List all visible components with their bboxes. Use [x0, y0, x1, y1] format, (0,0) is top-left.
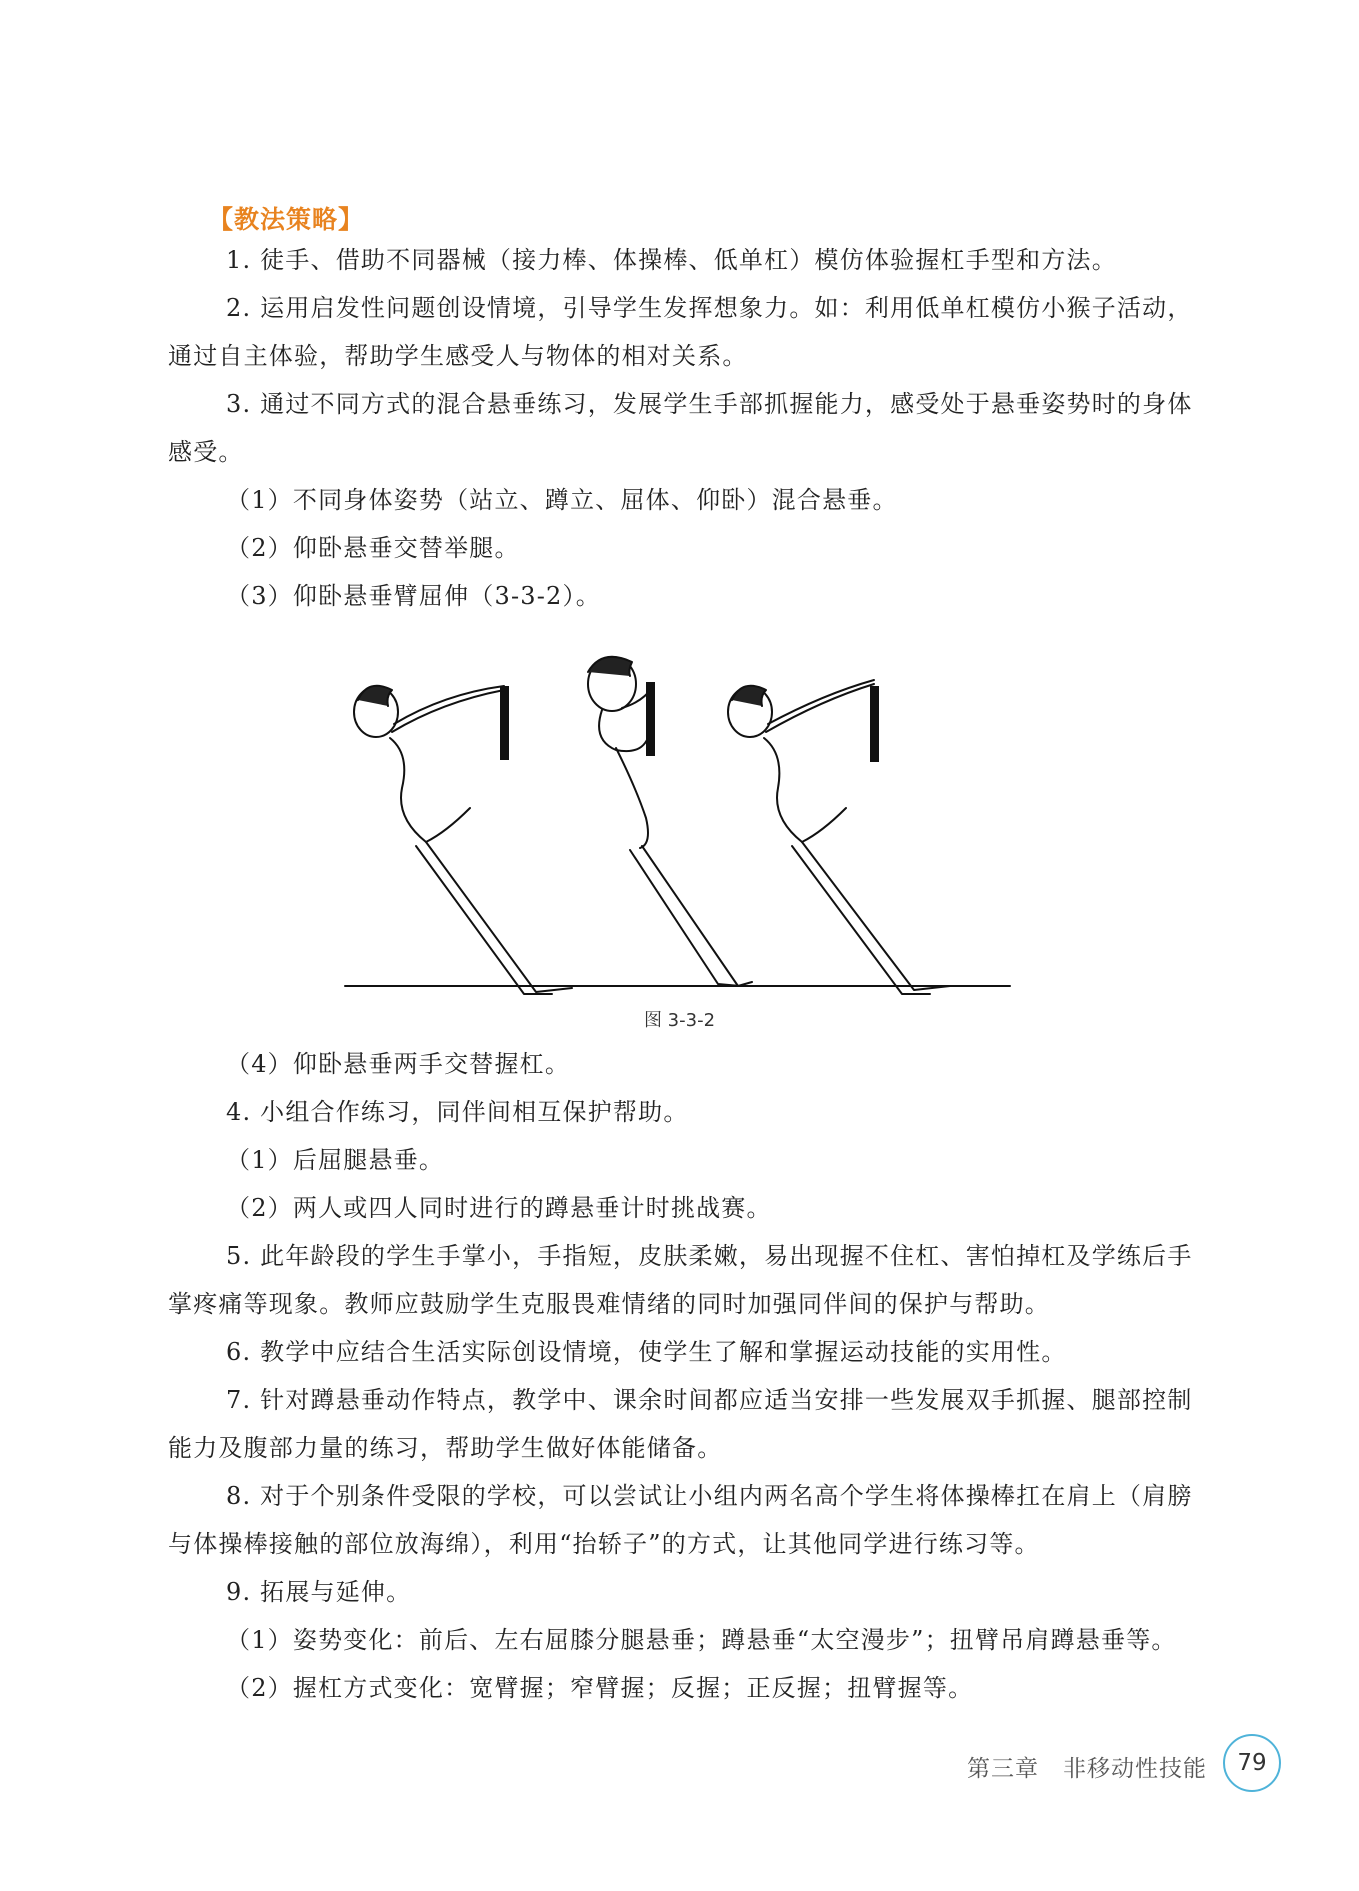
figure-caption: 图 3-3-2: [643, 1010, 716, 1031]
paragraph-7: 7. 针对蹲悬垂动作特点，教学中、课余时间都应适当安排一些发展双手抓握、腿部控制能力及腹部力量的练习，帮助学生做好体能储备。: [168, 1386, 1193, 1462]
paragraph-9: 9. 拓展与延伸。: [226, 1578, 412, 1606]
paragraph-9-2: （2）握杠方式变化：宽臂握；窄臂握；反握；正反握；扭臂握等。: [226, 1674, 974, 1702]
paragraph-1: 1. 徒手、借助不同器械（接力棒、体操棒、低单杠）模仿体验握杠手型和方法。: [226, 246, 1117, 274]
paragraph-6: 6. 教学中应结合生活实际创设情境，使学生了解和掌握运动技能的实用性。: [226, 1338, 1067, 1366]
paragraph-2: 2. 运用启发性问题创设情境，引导学生发挥想象力。如：利用低单杠模仿小猴子活动，通过自主体验，帮助学生感受人与物体的相对关系。: [168, 294, 1193, 370]
paragraph-3: 3. 通过不同方式的混合悬垂练习，发展学生手部抓握能力，感受处于悬垂姿势时的身体感受。: [168, 390, 1193, 466]
page-number: 79: [1237, 1750, 1267, 1776]
bar-1: [500, 686, 509, 760]
paragraph-9-1: （1）姿势变化：前后、左右屈膝分腿悬垂；蹲悬垂“太空漫步”；扭臂吊肩蹲悬垂等。: [226, 1626, 1177, 1654]
child-figure-3: [728, 680, 950, 994]
paragraph-4-1: （1）后屈腿悬垂。: [226, 1146, 445, 1174]
page-number-badge: [1223, 1734, 1281, 1792]
paragraph-4-2: （2）两人或四人同时进行的蹲悬垂计时挑战赛。: [226, 1194, 772, 1222]
bar-3: [870, 686, 879, 762]
paragraph-5: 5. 此年龄段的学生手掌小，手指短，皮肤柔嫩，易出现握不住杠、害怕掉杠及学练后手掌疼痛等现象。教师应鼓励学生克服畏难情绪的同时加强同伴间的保护与帮助。: [168, 1242, 1193, 1318]
paragraph-3-3: （3）仰卧悬垂臂屈伸（3-3-2）。: [226, 582, 601, 610]
paragraph-3-1: （1）不同身体姿势（站立、蹲立、屈体、仰卧）混合悬垂。: [226, 486, 898, 514]
paragraph-3-2: （2）仰卧悬垂交替举腿。: [226, 534, 520, 562]
paragraph-8: 8. 对于个别条件受限的学校，可以尝试让小组内两名高个学生将体操棒扛在肩上（肩膀与体操棒接触的部位放海绵），利用“抬轿子”的方式，让其他同学进行练习等。: [168, 1482, 1193, 1558]
child-figure-1: [354, 686, 572, 994]
section-heading: 【教法策略】: [208, 205, 365, 234]
chapter-footer: 第三章 非移动性技能: [967, 1756, 1207, 1782]
hanging-exercise-illustration: [330, 620, 1030, 1000]
paragraph-4: 4. 小组合作练习，同伴间相互保护帮助。: [226, 1098, 689, 1126]
paragraph-3-4: （4）仰卧悬垂两手交替握杠。: [226, 1050, 571, 1078]
child-figure-2: [588, 657, 752, 986]
